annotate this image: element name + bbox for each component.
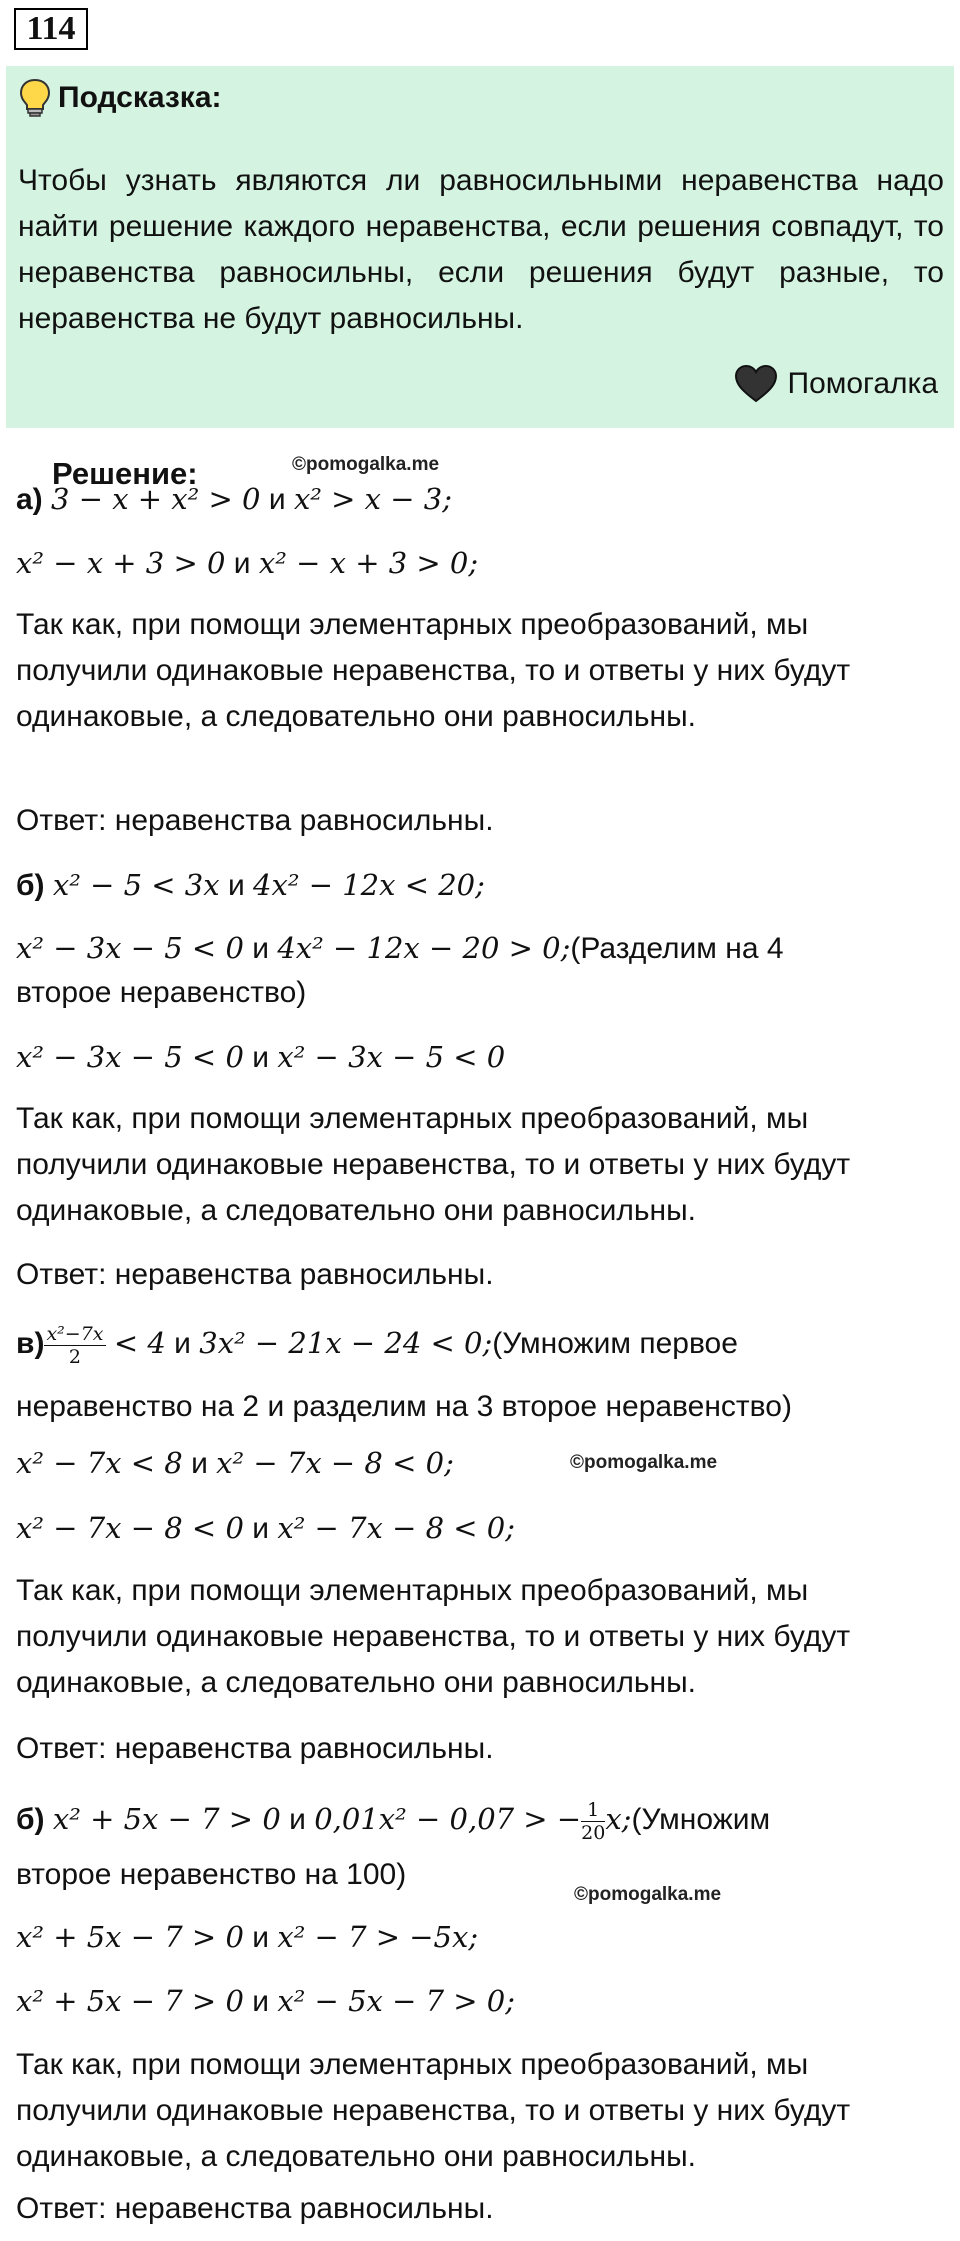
part-b-explanation: Так как, при помощи элементарных преобразований, мы получили одинаковые неравенства, то и ответы у них будут одинаковые, а следовательно они равносильны. <box>16 1102 851 1227</box>
part-d-explanation: Так как, при помощи элементарных преобразований, мы получили одинаковые неравенства, то и ответы у них будут одинаковые, а следовательно они равносильны. <box>16 2048 851 2173</box>
part-c-answer: Ответ: неравенства равносильны. <box>16 1732 494 1765</box>
part-b-line-1: б) x² − 5 < 3x и 4x² − 12x < 20; <box>16 868 485 902</box>
part-c-line-1-note: неравенство на 2 и разделим на 3 второе неравенство) <box>16 1390 792 1423</box>
part-d-line-1: б) x² + 5x − 7 > 0 и 0,01x² − 0,07 > − $\frac{1}{20}$ x;(Умножим <box>16 1798 771 1844</box>
fraction: $\frac{1}{20}$ <box>581 1798 606 1844</box>
part-d-line-2: x² + 5x − 7 > 0 и x² − 7 > −5x; <box>16 1920 479 1954</box>
fraction: $\frac{\text{x²−7x}}{2}$ <box>46 1322 104 1368</box>
hint-box <box>6 66 954 428</box>
part-b-answer: Ответ: неравенства равносильны. <box>16 1258 494 1291</box>
part-d-answer: Ответ: неравенства равносильны. <box>16 2192 494 2225</box>
brand <box>734 364 939 404</box>
heart-icon <box>734 364 778 404</box>
part-a-answer: Ответ: неравенства равносильны. <box>16 804 494 837</box>
task-number: 114 <box>14 8 88 50</box>
part-c-explanation: Так как, при помощи элементарных преобразований, мы получили одинаковые неравенства, то и ответы у них будут одинаковые, а следовательно они равносильны. <box>16 1574 851 1699</box>
hint-header <box>18 78 222 118</box>
part-c-line-1: в) $\frac{\text{x²−7x}}{2}$ < 4 и 3x² − 21x − 24 < 0;(Умножим первое <box>16 1322 738 1368</box>
part-a-line-2: x² − x + 3 > 0 и x² − x + 3 > 0; <box>16 546 479 580</box>
part-b-line-2: x² − 3x − 5 < 0 и 4x² − 12x − 20 > 0;(Разделим на 4 <box>16 931 784 965</box>
part-d-line-3: x² + 5x − 7 > 0 и x² − 5x − 7 > 0; <box>16 1984 516 2018</box>
hint-text: Чтобы узнать являются ли равносильными неравенства надо найти решение каждого неравенства, если решения совпадут, то неравенства равносильны, если решения будут разные, то неравенства не будут равносильны. <box>18 164 944 335</box>
brand-name: Помогалка <box>787 367 938 400</box>
watermark: ©pomogalka.me <box>570 1452 718 1473</box>
solution-title: Решение: <box>52 456 198 491</box>
part-d-line-1-note: второе неравенство на 100) <box>16 1858 407 1891</box>
part-b-line-2-note: второе неравенство) <box>16 976 307 1009</box>
lightbulb-icon <box>18 78 52 118</box>
part-a-explanation: Так как, при помощи элементарных преобразований, мы получили одинаковые неравенства, то и ответы у них будут одинаковые, а следовательно они равносильны. <box>16 608 851 733</box>
watermark: ©pomogalka.me <box>292 454 440 475</box>
watermark: ©pomogalka.me <box>574 1884 722 1905</box>
hint-title: Подсказка: <box>58 81 222 114</box>
part-c-line-3: x² − 7x − 8 < 0 и x² − 7x − 8 < 0; <box>16 1511 516 1545</box>
part-a-line-1: а) 3 − x + x² > 0 и x² > x − 3; <box>16 482 452 516</box>
part-c-line-2: x² − 7x < 8 и x² − 7x − 8 < 0; <box>16 1446 454 1480</box>
part-b-line-3: x² − 3x − 5 < 0 и x² − 3x − 5 < 0 <box>16 1040 506 1074</box>
